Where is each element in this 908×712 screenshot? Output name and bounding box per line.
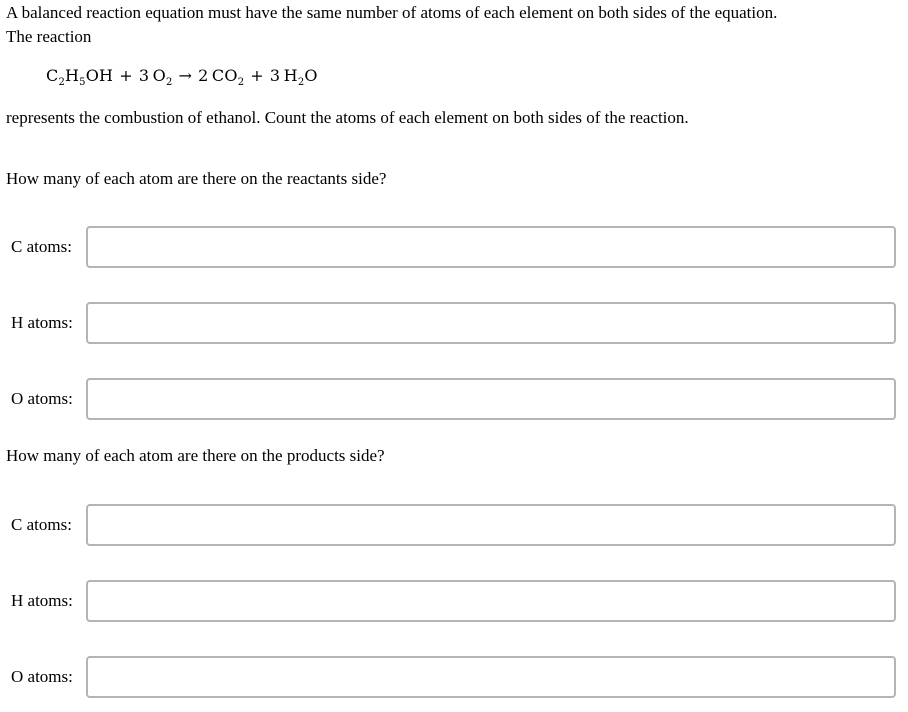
reactants-c-label: C atoms: xyxy=(11,237,72,256)
reactant-ethanol: $C_2H_5OH$ xyxy=(46,66,114,88)
products-h-label: H atoms: xyxy=(11,591,73,610)
products-question: How many of each atom are there on the products side? xyxy=(6,446,385,465)
products-c-input[interactable] xyxy=(86,504,896,546)
intro-the-reaction: The reaction xyxy=(6,27,92,46)
reaction-equation xyxy=(46,64,318,88)
reactant-oxygen: 3 $O_2$ xyxy=(138,66,173,88)
products-o-input[interactable] xyxy=(86,656,896,698)
product-water: 3 $H_2O$ xyxy=(269,66,318,88)
reactants-h-input[interactable] xyxy=(86,302,896,344)
products-c-label: C atoms: xyxy=(11,515,72,534)
products-h-input[interactable] xyxy=(86,580,896,622)
plus-sign: + xyxy=(250,66,264,85)
reactants-h-label: H atoms: xyxy=(11,313,73,332)
equation-description: represents the combustion of ethanol. Count the atoms of each element on both sides of the reaction. xyxy=(6,108,689,127)
products-o-label: O atoms: xyxy=(11,667,73,686)
reactants-o-input[interactable] xyxy=(86,378,896,420)
reactants-question: How many of each atom are there on the reactants side? xyxy=(6,169,387,188)
reaction-arrow: → xyxy=(178,66,193,85)
intro-sentence: A balanced reaction equation must have the same number of atoms of each element on both sides of the equation. xyxy=(6,3,778,22)
plus-sign: + xyxy=(119,66,133,85)
product-carbon-dioxide: 2 $CO_2$ xyxy=(198,66,245,88)
reactants-o-label: O atoms: xyxy=(11,389,73,408)
reactants-c-input[interactable] xyxy=(86,226,896,268)
